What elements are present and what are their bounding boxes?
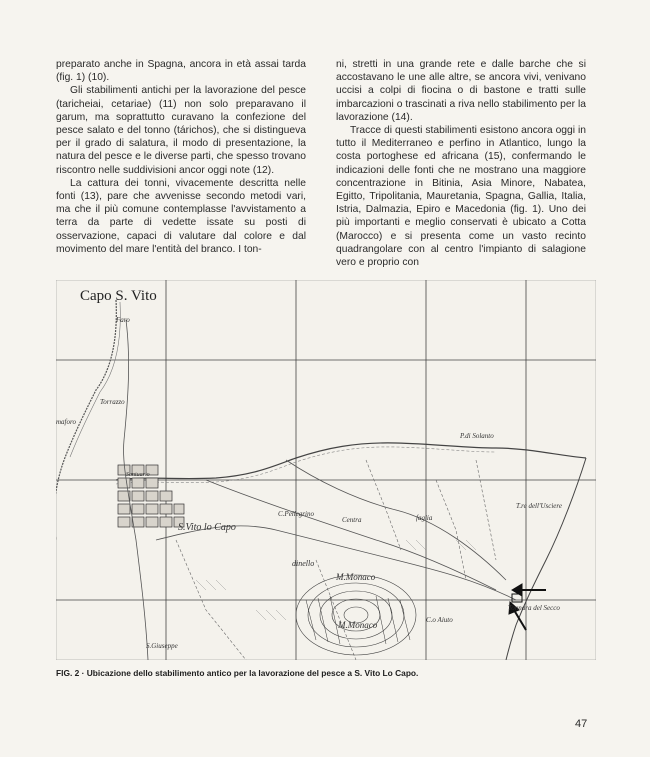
map-label-solanto: P.di Solanto [460, 432, 494, 440]
map-label-faro: Faro [116, 316, 130, 324]
paragraph: Tracce di questi stabilimenti esistono ancora oggi in tutto il Mediterraneo e perfino in Atlantico, lungo la costa portoghese ed africana (15), confermando le indicazioni delle fonti che ne mostrano una maggiore concentrazione in Bitinia, Asia Minore, Nabatea, Egitto, Tripolitania, Mauretania, Spagna, Gallia, Italia, Istria, Dalmazia, Epiro e Macedonia (fig. 1). Uno dei più importanti e meglio conservati è ubicato a Cotta (Marocco) e si presenta come un vasto recinto quadrangolare con al centro l'impianto di salagione vero e proprio con [336, 125, 586, 269]
map-label-aiuto: C.o Aiuto [426, 616, 453, 624]
map-label-semaforo: maforo [56, 418, 76, 426]
map-label-tonnara: Tonnara del Secco [508, 604, 560, 612]
map-drawing [56, 280, 596, 660]
paragraph: La cattura dei tonni, vivacemente descritta nelle fonti (13), pare che avvenisse secondo metodi vari, ma che il più comune contemplasse l'avvistamento a terra da parte di vedette issate su posti di osservazione, capaci di valutare dal colore e dal movimento del mare l'entità del branco. I ton- [56, 177, 306, 255]
map-label-torrazzo: Torrazzo [100, 398, 125, 406]
map-label-dinello: dinello [292, 559, 315, 568]
map-label-ceutra: Centra [342, 516, 362, 524]
paragraph: ni, stretti in una grande rete e dalle barche che si accostavano le une alle altre, se ancora vivi, venivano uccisi a colpi di fiocina o di bastone e tratti sulle imbarcazioni o trascinati a riva nello stabilimento per la lavorazione (14). [336, 59, 586, 123]
map-label-monaco-2: M.Monaco [338, 620, 378, 630]
map-title: Capo S. Vito [80, 288, 157, 304]
map-label-usciere: T.re dell'Usciere [516, 502, 562, 510]
page-number: 47 [575, 718, 588, 730]
map-label-svito: S.Vito lo Capo [178, 522, 236, 533]
text-column-right [336, 58, 586, 269]
text-column-left [56, 58, 306, 256]
figure-caption: FIG. 2 · Ubicazione dello stabilimento antico per la lavorazione del pesce a S. Vito Lo Capo. [56, 668, 419, 678]
map-label-faglia: faglia [416, 514, 433, 522]
map-label-santuario: Santuario [126, 472, 150, 478]
map-label-monaco-1: M.Monaco [336, 572, 376, 582]
map-figure [56, 280, 596, 660]
map-label-pellegrino: C.Pellegrino [278, 510, 314, 518]
paragraph: Gli stabilimenti antichi per la lavorazione del pesce (taricheiai, cetariae) (11) non solo preparavano il garum, ma soprattutto curavano la confezione del pesce salato e del tonno (tárichos), che si distingueva per il grado di salatura, il modo di presentazione, la natura del pesce e le diverse parti, che spesso trovano riscontro nelle suddivisioni ancor oggi note (12). [56, 85, 306, 176]
paragraph: preparato anche in Spagna, ancora in età assai tarda (fig. 1) (10). [56, 59, 306, 84]
map-label-giuseppe: S.Giuseppe [146, 642, 178, 650]
